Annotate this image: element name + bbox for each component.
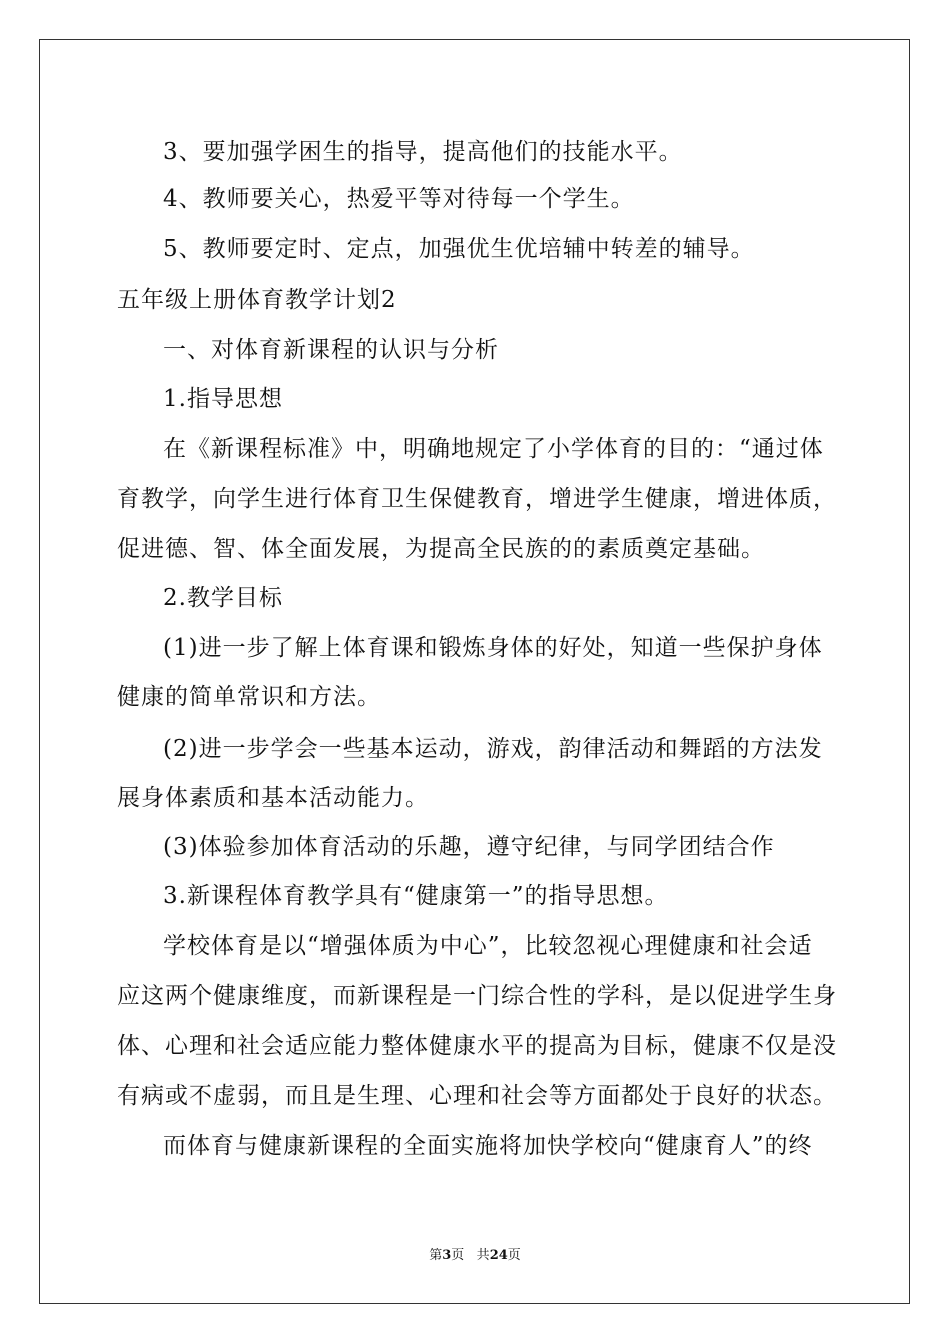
paragraph-line: 促进德、智、体全面发展，为提高全民族的的素质奠定基础。 (117, 536, 765, 562)
heading-health-first: 3.新课程体育教学具有“健康第一”的指导思想。 (163, 883, 669, 909)
heading-guiding-idea: 1.指导思想 (163, 386, 283, 412)
paragraph-line: 在《新课程标准》中，明确地规定了小学体育的目的：“通过体 (163, 436, 824, 462)
total-suffix: 页 (507, 1248, 521, 1263)
heading-part-one: 一、对体育新课程的认识与分析 (163, 337, 499, 363)
total-prefix: 共 (476, 1248, 490, 1263)
goal-item-line: 健康的简单常识和方法。 (117, 684, 381, 710)
paragraph-line: 有病或不虚弱，而且是生理、心理和社会等方面都处于良好的状态。 (117, 1083, 837, 1109)
page-suffix: 页 (451, 1248, 465, 1263)
page-prefix: 第 (429, 1248, 443, 1263)
heading-teaching-goals: 2.教学目标 (163, 585, 283, 611)
page-footer (0, 1248, 950, 1264)
goal-item-line: (1)进一步了解上体育课和锻炼身体的好处，知道一些保护身体 (163, 635, 823, 661)
paragraph-line: 应这两个健康维度，而新课程是一门综合性的学科，是以促进学生身 (117, 983, 837, 1009)
paragraph-line: 体、心理和社会适应能力整体健康水平的提高为目标，健康不仅是没 (117, 1033, 837, 1059)
paragraph-line: 学校体育是以“增强体质为中心”，比较忽视心理健康和社会适 (163, 933, 813, 959)
total-pages: 24 (489, 1248, 508, 1263)
list-item-3: 3、要加强学困生的指导，提高他们的技能水平。 (163, 139, 683, 165)
paragraph-line: 而体育与健康新课程的全面实施将加快学校向“健康育人”的终 (163, 1133, 813, 1159)
list-item-4: 4、教师要关心，热爱平等对待每一个学生。 (163, 186, 635, 212)
page-number: 3 (442, 1248, 452, 1263)
section-title: 五年级上册体育教学计划2 (117, 287, 397, 313)
goal-item-line: (3)体验参加体育活动的乐趣，遵守纪律，与同学团结合作 (163, 834, 775, 860)
page-border (39, 39, 910, 1304)
goal-item-line: (2)进一步学会一些基本运动，游戏，韵律活动和舞蹈的方法发 (163, 736, 823, 762)
list-item-5: 5、教师要定时、定点，加强优生优培辅中转差的辅导。 (163, 236, 755, 262)
goal-item-line: 展身体素质和基本活动能力。 (117, 785, 429, 811)
paragraph-line: 育教学，向学生进行体育卫生保健教育，增进学生健康，增进体质， (117, 486, 837, 512)
